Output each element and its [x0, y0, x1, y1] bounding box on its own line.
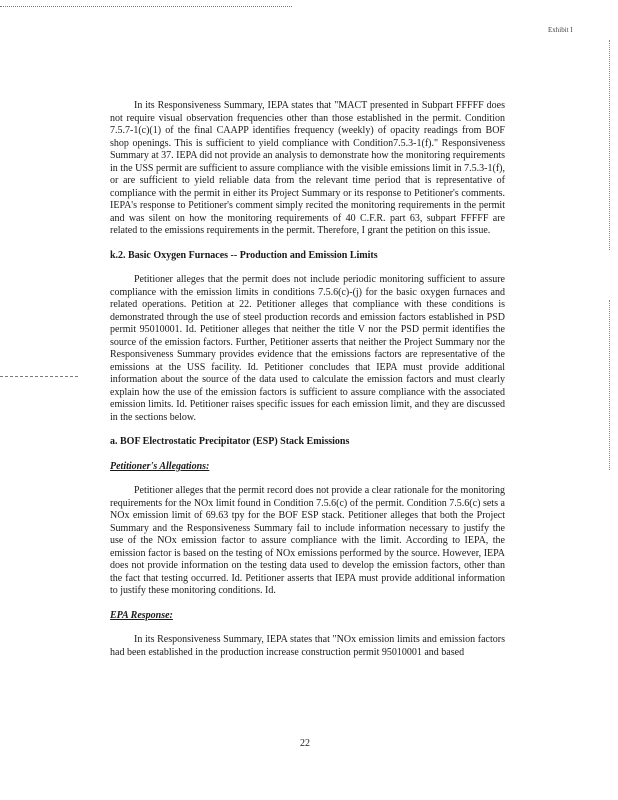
subheading-epa-response: EPA Response: — [110, 609, 173, 621]
exhibit-label: Exhibit I — [548, 26, 573, 34]
section-heading-k2: k.2. Basic Oxygen Furnaces -- Production and Emission Limits — [110, 249, 378, 261]
body-text — [110, 100, 505, 671]
right-margin-dots — [609, 40, 610, 250]
paragraph-epa-response: In its Responsiveness Summary, IEPA states that "NOx emission limits and emission factors had been established in the production increase construction permit 95010001 and based — [110, 634, 505, 658]
top-dotted-rule — [0, 6, 292, 7]
paragraph-nox-allegations: Petitioner alleges that the permit record does not provide a clear rationale for the monitoring requirements for the NOx limit found in Condition 7.5.6(c) of the permit. Condition 7.5.6(c) sets a NOx emission limit of 69.63 tpy for the BOF ESP stack. Petitioner alleges that both the Project Summary and the Responsiveness Summary fail to include information necessary to justify the use of the NOx emission factor to assure compliance with the limit. According to IEPA, the emission factor is based on the testing of NOx emissions performed by the source. However, IEPA does not provide information on the testing data used to develop the emission factors, other than the fact that testing occurred. Id. Petitioner asserts that IEPA must provide additional information to justify these monitoring conditions. Id. — [110, 485, 505, 596]
page-number: 22 — [300, 738, 310, 749]
paragraph-iepa-visible-emissions: In its Responsiveness Summary, IEPA states that "MACT presented in Subpart FFFFF does not require visual observation frequencies other than those established in the permit. Condition 7.5.7-1(c)(1) of the final CAAPP identifies frequency (weekly) of opacity readings from BOF shop openings. This is sufficient to yield compliance with Condition7.5.3-1(f)." Responsiveness Summary at 37. IEPA did not provide an analysis to demonstrate how the monitoring requirements in the USS permit are sufficient to assure compliance with the visible emissions limit in 7.5.3-1(f), or are sufficient to yield reliable data from the relevant time period that is representative of compliance with the permit in either its Project Summary or its response to Petitioner's comments. IEPA's response to Petitioner's comment simply recited the monitoring requirements in the permit and was silent on how the monitoring requirements of 40 C.F.R. part 63, subpart FFFFF are related to the emissions requirements in the permit. Therefore, I grant the petition on this issue. — [110, 100, 505, 236]
paragraph-bof-allegations: Petitioner alleges that the permit does not include periodic monitoring sufficient to assure compliance with the emission limits in conditions 7.5.6(c)-(j) for the basic oxygen furnaces and related operations. Petition at 22. Petitioner alleges that compliance with these conditions is demonstrated through the use of steel production records and emission factors established in PSD permit 95010001. Id. Petitioner alleges that neither the title V nor the PSD permit identifies the source of the emission factors. Further, Petitioner asserts that neither the Project Summary nor the Responsiveness Summary provides evidence that the emissions factors are representative of the emissions at the USS facility. Id. Petitioner concludes that IEPA must provide additional information about the source of the data used to calculate the emission factors and must clearly explain how the use of the emission factors is sufficient to assure compliance with the associated emission limits. Id. Petitioner raises specific issues for each emission limit, and they are discussed in the sections below. — [110, 274, 505, 423]
left-margin-rule — [0, 376, 78, 377]
section-heading-bof-esp: a. BOF Electrostatic Precipitator (ESP) Stack Emissions — [110, 436, 350, 447]
right-margin-dots-lower — [609, 300, 610, 470]
subheading-petitioner-allegations: Petitioner's Allegations: — [110, 460, 210, 472]
